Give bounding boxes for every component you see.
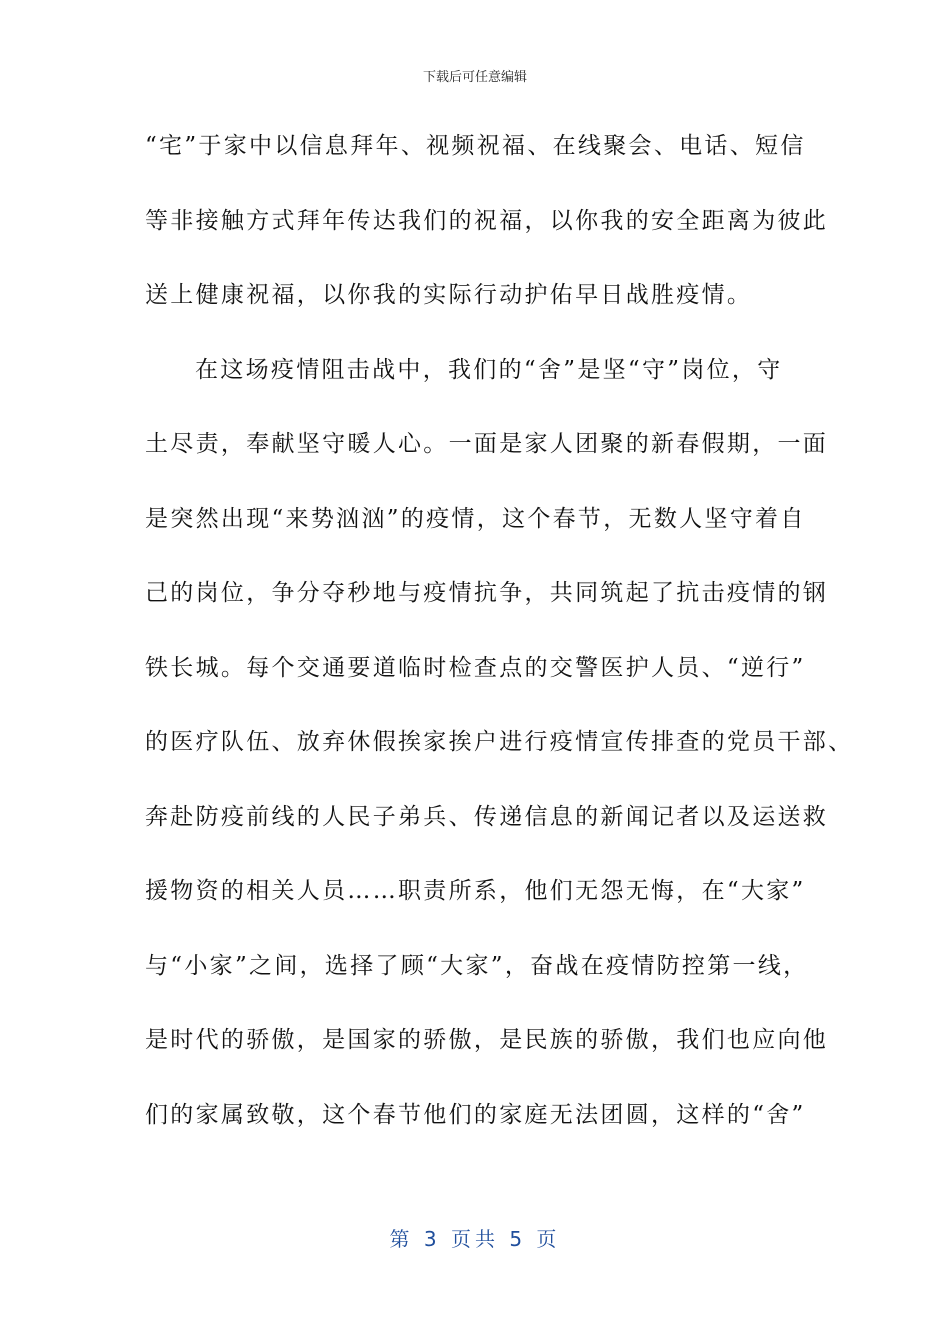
text-line: 是时代的骄傲，是国家的骄傲，是民族的骄傲，我们也应向他	[145, 1027, 829, 1053]
text-line: 援物资的相关人员……职责所系，他们无怨无悔，在“大家”	[145, 878, 806, 904]
text-line: 铁长城。每个交通要道临时检查点的交警医护人员、“逆行”	[145, 654, 806, 681]
text-line: 是突然出现“来势汹汹”的疫情，这个春节，无数人坚守着自	[145, 505, 806, 532]
page-number-footer: 第 3 页共 5 页	[389, 1227, 561, 1251]
text-line: 己的岗位，争分夺秒地与疫情抗争，共同筑起了抗击疫情的钢	[145, 580, 829, 606]
page-header: 下载后可任意编辑	[422, 70, 527, 85]
paragraph-start-line: 在这场疫情阻击战中，我们的“舍”是坚“守”岗位，守	[195, 356, 783, 383]
body-text	[145, 120, 854, 1163]
text-line: 土尽责，奉献坚守暖人心。一面是家人团聚的新春假期，一面	[145, 431, 829, 457]
text-line: “宅”于家中以信息拜年、视频祝福、在线聚会、电话、短信	[145, 133, 806, 159]
text-line: 与“小家”之间，选择了顾“大家”，奋战在疫情防控第一线，	[145, 952, 809, 979]
text-line: 送上健康祝福，以你我的实际行动护佑早日战胜疫情。	[145, 282, 753, 308]
text-line: 等非接触方式拜年传达我们的祝福，以你我的安全距离为彼此	[145, 207, 829, 234]
text-line: 们的家属致敬，这个春节他们的家庭无法团圆，这样的“舍”	[145, 1101, 806, 1128]
text-line: 的医疗队伍、放弃休假挨家挨户进行疫情宣传排查的党员干部、	[145, 729, 854, 755]
text-line: 奔赴防疫前线的人民子弟兵、传递信息的新闻记者以及运送救	[145, 803, 829, 830]
